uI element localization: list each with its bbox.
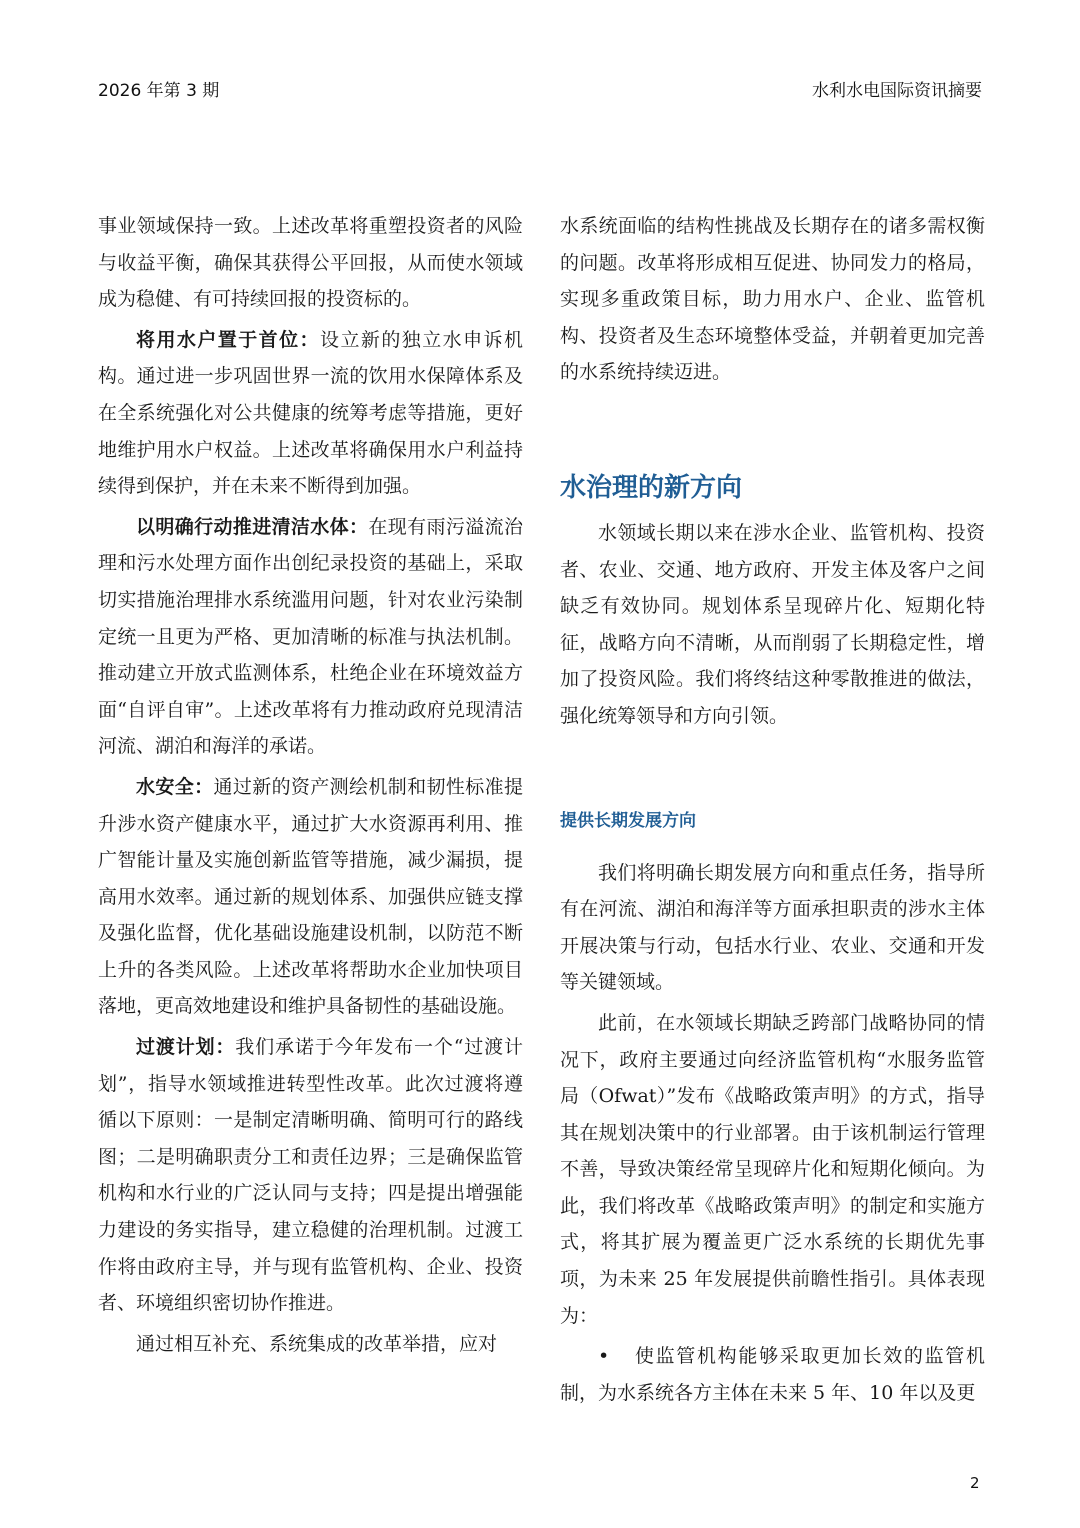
paragraph-reform-continued: 通过相互补充、系统集成的改革举措，应对 xyxy=(136,1332,498,1355)
paragraph-body-users-first: 设立新的独立水申诉机构。通过进一步巩固世界一流的饮用水保障体系及在全系统强化对公共健康的统筹考虑等措施，更好地维护用水户权益。上述改革将确保用水户利益持续得到保护，并在未来不断得到加强。 xyxy=(98,328,523,498)
paragraph-strategic-policy: 此前，在水领域长期缺乏跨部门战略协同的情况下，政府主要通过向经济监管机构“水服务监管局（Ofwat）”发布《战略政策声明》的方式，指导其在规划决策中的行业部署。由于该机制运行管理不善，导致决策经常呈现碎片化和短期化倾向。为此，我们将改革《战略政策声明》的制定和实施方式，将其扩展为覆盖更广泛水系统的长期优先事项，为未来 25 年发展提供前瞻性指引。具体表现为： xyxy=(560,1011,985,1327)
paragraph-users-first xyxy=(98,322,523,505)
paragraph-body-clean-water: 在现有雨污溢流治理和污水处理方面作出创纪录投资的基础上，采取切实措施治理排水系统滥用问题，针对农业污染制定统一且更为严格、更加清晰的标准与执法机制。推动建立开放式监测体系，杜绝企业在环境效益方面“自评自审”。上述改革将有力推动政府兑现清洁河流、湖泊和海洋的承诺。 xyxy=(98,515,523,758)
paragraph-lead-users-first: 将用水户置于首位： xyxy=(136,328,320,351)
paragraph-long-term-direction: 我们将明确长期发展方向和重点任务，指导所有在河流、湖泊和海洋等方面承担职责的涉水主体开展决策与行动，包括水行业、农业、交通和开发等关键领域。 xyxy=(560,861,985,994)
bullet-text: 使监管机构能够采取更加长效的监管机制，为水系统各方主体在未来 5 年、10 年以及更 xyxy=(560,1345,985,1404)
paragraph-body-water-security: 通过新的资产测绘机制和韧性标准提升涉水资产健康水平，通过扩大水资源再利用、推广智能计量及实施创新监管等措施，减少漏损，提高用水效率。通过新的规划体系、加强供应链支撑及强化监督，优化基础设施建设机制，以防范不断上升的各类风险。上述改革将帮助水企业加快项目落地，更高效地建设和维护具备韧性的基础设施。 xyxy=(98,775,523,1018)
paragraph-lead-transition-plan: 过渡计划： xyxy=(136,1036,236,1059)
page-number: 2 xyxy=(970,1474,980,1492)
paragraph-body-transition-plan: 我们承诺于今年发布一个“过渡计划”，指导水领域推进转型性改革。此次过渡将遵循以下原则：一是制定清晰明确、简明可行的路线图；二是明确职责分工和责任边界；三是确保监管机构和水行业的广泛认同与支持；四是提出增强能力建设的务实指导，建立稳健的治理机制。过渡工作将由政府主导，并与现有监管机构、企业、投资者、环境组织密切协作推进。 xyxy=(98,1036,523,1315)
bullet-icon: • xyxy=(598,1345,610,1368)
journal-title: 水利水电国际资讯摘要 xyxy=(812,81,982,101)
left-column xyxy=(98,208,523,1362)
paragraph-transition-plan xyxy=(98,1029,523,1322)
paragraph-investment: 事业领域保持一致。上述改革将重塑投资者的风险与收益平衡，确保其获得公平回报，从而使水领域成为稳健、有可持续回报的投资标的。 xyxy=(98,215,523,311)
bullet-item xyxy=(560,1338,985,1411)
paragraph-clean-water xyxy=(98,509,523,765)
page-header xyxy=(98,76,982,106)
right-column xyxy=(560,208,985,1411)
paragraph-lead-clean-water: 以明确行动推进清洁水体： xyxy=(136,515,369,538)
subsection-heading: 提供长期发展方向 xyxy=(560,810,696,831)
paragraph-lead-water-security: 水安全： xyxy=(136,775,214,798)
paragraph-water-security xyxy=(98,769,523,1025)
section-heading: 水治理的新方向 xyxy=(560,472,743,503)
issue-label: 2026 年第 3 期 xyxy=(98,81,220,101)
paragraph-governance: 水领域长期以来在涉水企业、监管机构、投资者、农业、交通、地方政府、开发主体及客户之间缺乏有效协同。规划体系呈现碎片化、短期化特征，战略方向不清晰，从而削弱了长期稳定性，增加了投资风险。我们将终结这种零散推进的做法，强化统筹领导和方向引领。 xyxy=(560,521,985,727)
paragraph-reform-conclusion: 水系统面临的结构性挑战及长期存在的诸多需权衡的问题。改革将形成相互促进、协同发力的格局，实现多重政策目标，助力用水户、企业、监管机构、投资者及生态环境整体受益，并朝着更加完善的水系统持续迈进。 xyxy=(560,215,985,384)
